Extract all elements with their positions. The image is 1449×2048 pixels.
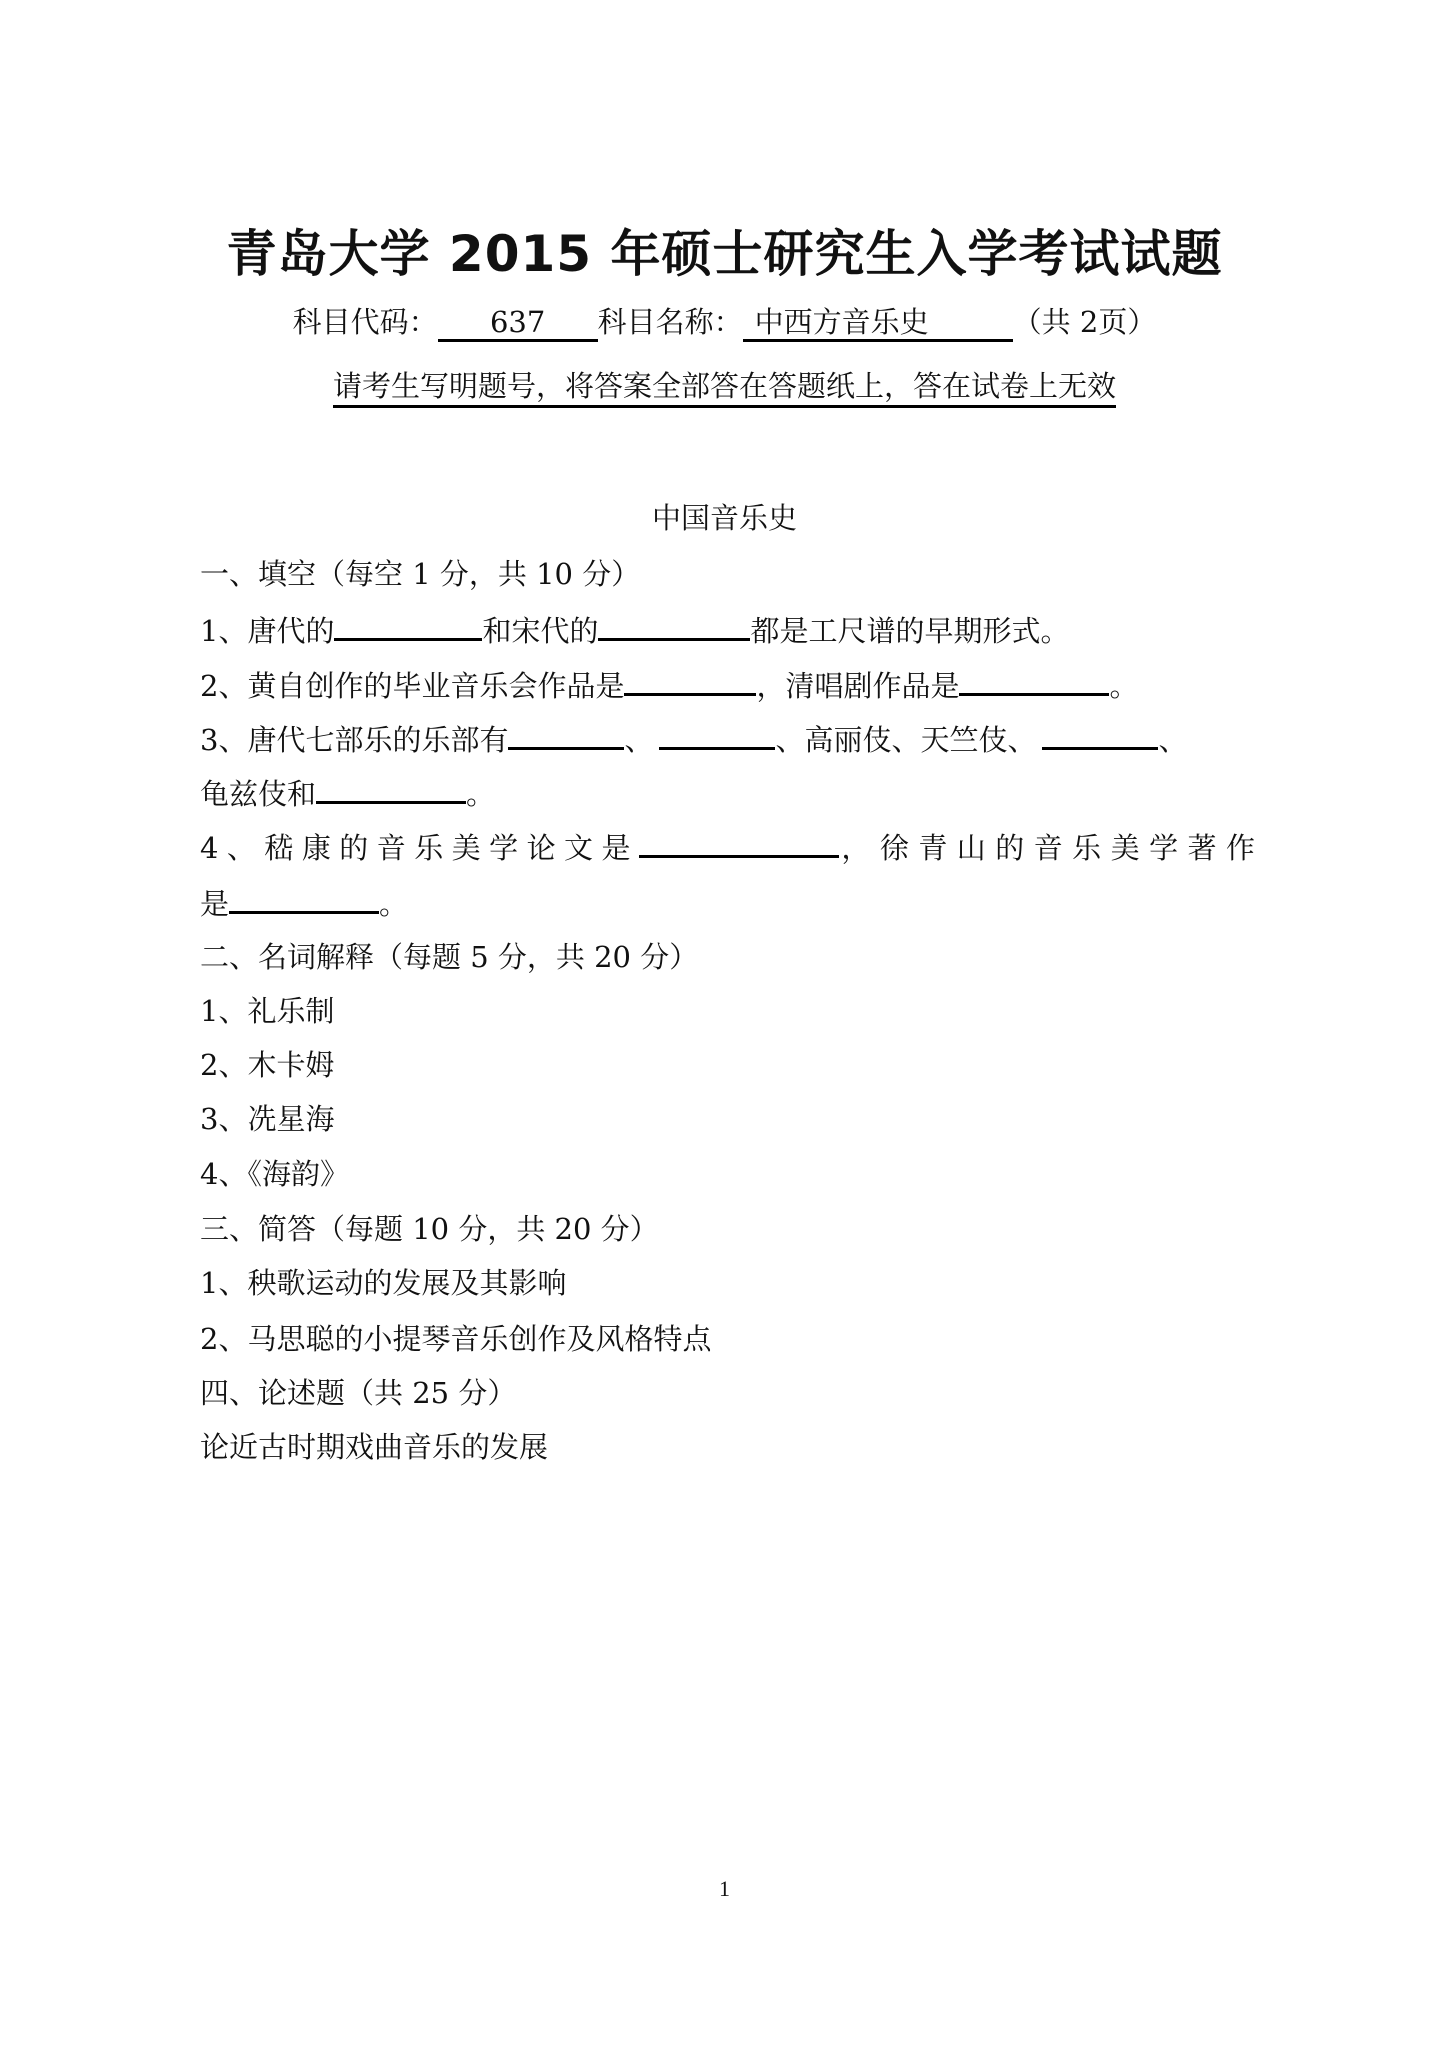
subject-code-value: 637 <box>438 307 598 342</box>
term-item: 3、冼星海 <box>200 1102 335 1136</box>
question-text: ，清唱剧作品是 <box>756 669 960 703</box>
part-4-heading: 四、论述题（共 25 分） <box>200 1376 517 1410</box>
fill-question-4-continued <box>200 883 408 924</box>
instruction <box>0 364 1449 405</box>
fill-question-4 <box>200 827 1262 868</box>
answer-blank <box>624 665 756 696</box>
answer-blank <box>959 665 1109 696</box>
answer-blank <box>659 719 775 750</box>
answer-blank <box>508 719 624 750</box>
short-answer-item: 1、秧歌运动的发展及其影响 <box>200 1266 567 1300</box>
question-text: 4、嵇康的音乐美学论文是 <box>200 831 639 865</box>
section-title: 中国音乐史 <box>651 501 797 535</box>
part-2-heading: 二、名词解释（每题 5 分，共 20 分） <box>200 940 699 974</box>
fill-question-3 <box>200 719 1188 760</box>
exam-title: 青岛大学 2015 年硕士研究生入学考试试题 <box>226 225 1223 283</box>
question-text: 、 <box>624 723 654 757</box>
answer-blank <box>1042 719 1158 750</box>
fill-question-1 <box>200 610 1069 651</box>
part-3-heading: 三、简答（每题 10 分，共 20 分） <box>200 1212 659 1246</box>
instruction-text: 请考生写明题号，将答案全部答在答题纸上，答在试卷上无效 <box>333 369 1116 408</box>
part-1-heading: 一、填空（每空 1 分，共 10 分） <box>200 557 641 591</box>
question-text: 龟兹伎和 <box>200 777 317 811</box>
answer-blank <box>316 773 466 804</box>
answer-blank <box>334 610 482 641</box>
answer-blank <box>598 610 750 641</box>
term-item: 1、礼乐制 <box>200 994 335 1028</box>
subject-name-label: 科目名称： <box>597 305 743 339</box>
question-text: 。 <box>1109 669 1139 703</box>
question-text: 2、黄自创作的毕业音乐会作品是 <box>200 669 625 703</box>
subject-line <box>0 300 1449 342</box>
question-text: 1、唐代的 <box>200 614 335 648</box>
term-item: 4、《海韵》 <box>200 1157 349 1191</box>
answer-blank <box>229 883 379 914</box>
question-text: 都是工尺谱的早期形式。 <box>750 614 1070 648</box>
fill-question-3-continued <box>200 773 495 814</box>
question-text: 、高丽伎、天竺伎、 <box>775 723 1037 757</box>
essay-item: 论近古时期戏曲音乐的发展 <box>200 1430 549 1464</box>
page-count: （共 2页） <box>1012 305 1157 339</box>
question-text: 。 <box>379 887 409 921</box>
question-text: 和宋代的 <box>482 614 599 648</box>
question-text: 。 <box>466 777 496 811</box>
question-text: 3、唐代七部乐的乐部有 <box>200 723 509 757</box>
subject-name-value: 中西方音乐史 <box>743 307 1013 342</box>
term-item: 2、木卡姆 <box>200 1048 335 1082</box>
question-text: 、 <box>1158 723 1188 757</box>
subject-code-label: 科目代码： <box>292 305 438 339</box>
short-answer-item: 2、马思聪的小提琴音乐创作及风格特点 <box>200 1322 712 1356</box>
fill-question-2 <box>200 665 1138 706</box>
page-number: 1 <box>719 1876 730 1901</box>
question-text: ，徐青山的音乐美学著作 <box>838 831 1262 865</box>
question-text: 是 <box>200 887 230 921</box>
answer-blank <box>639 827 839 858</box>
